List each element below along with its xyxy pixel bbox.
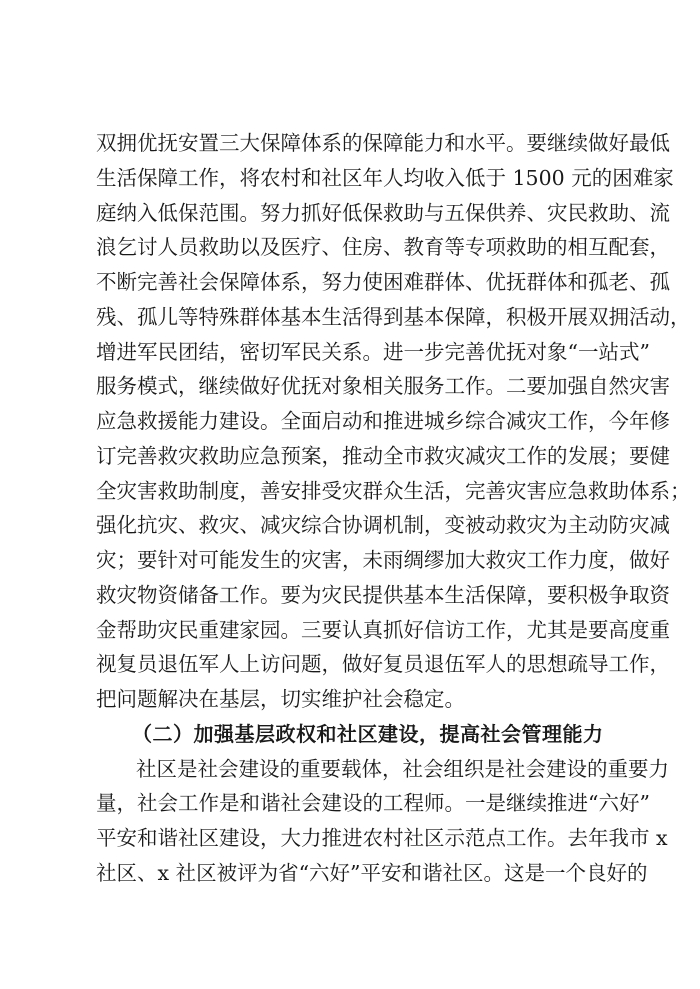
- text-line: 残、孤儿等特殊群体基本生活得到基本保障，积极开展双拥活动，: [96, 304, 691, 329]
- text-line: 不断完善社会保障体系，努力使困难群体、优抚群体和孤老、孤: [96, 270, 670, 294]
- paragraph-social-security: [96, 126, 691, 717]
- text-line: 社区、x 社区被评为省“六好”平安和谐社区。这是一个良好的: [96, 860, 648, 885]
- text-line: 全灾害救助制度，善安排受灾群众生活，完善灾害应急救助体系；: [96, 478, 691, 503]
- text-line: 增进军民团结，密切军民关系。进一步完善优抚对象“一站式”: [96, 339, 650, 364]
- text-line: 浪乞讨人员救助以及医疗、住房、教育等专项救助的相互配套，: [96, 235, 670, 260]
- paragraph-community-building: [96, 752, 669, 891]
- text-line: 生活保障工作，将农村和社区年人均收入低于 1500 元的困难家: [96, 165, 674, 190]
- text-line: 双拥优抚安置三大保障体系的保障能力和水平。要继续做好最低: [96, 131, 670, 155]
- text-line: 金帮助灾民重建家园。三要认真抓好信访工作，尤其是要高度重: [96, 617, 670, 642]
- document-page: [96, 126, 691, 891]
- text-line: 应急救援能力建设。全面启动和推进城乡综合减灾工作，今年修: [96, 409, 670, 433]
- text-line: 量，社会工作是和谐社会建设的工程师。一是继续推进“六好”: [96, 791, 650, 816]
- text-line: 平安和谐社区建设，大力推进农村社区示范点工作。去年我市 x: [96, 826, 668, 850]
- text-line: 救灾物资储备工作。要为灾民提供基本生活保障，要积极争取资: [96, 582, 670, 607]
- section-heading: （二）加强基层政权和社区建设，提高社会管理能力: [132, 721, 604, 746]
- text-line: 订完善救灾救助应急预案，推动全市救灾减灾工作的发展；要健: [96, 443, 670, 468]
- text-line: 把问题解决在基层，切实维护社会稳定。: [96, 687, 465, 711]
- text-line: 服务模式，继续做好优抚对象相关服务工作。二要加强自然灾害: [96, 374, 670, 399]
- text-line: 社区是社会建设的重要载体，社会组织是社会建设的重要力: [136, 756, 669, 781]
- text-line: 灾；要针对可能发生的灾害，未雨绸缪加大救灾工作力度，做好: [96, 548, 670, 572]
- text-line: 视复员退伍军人上访问题，做好复员退伍军人的思想疏导工作，: [96, 652, 670, 677]
- text-line: 庭纳入低保范围。努力抓好低保救助与五保供养、灾民救助、流: [96, 200, 670, 225]
- text-line: 强化抗灾、救灾、减灾综合协调机制，变被动救灾为主动防灾减: [96, 513, 670, 538]
